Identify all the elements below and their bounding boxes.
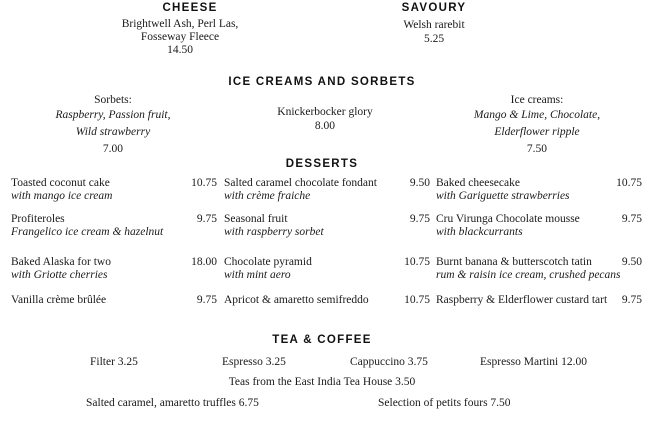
sorbets-section bbox=[55, 93, 170, 157]
dessert-description: Frangelico ice cream & hazelnut bbox=[11, 226, 164, 238]
dessert-item bbox=[11, 177, 217, 203]
dessert-name: Baked Alaska for two bbox=[11, 256, 111, 268]
ice-creams-label: Ice creams: bbox=[510, 94, 564, 106]
ice-creams-heading: ICE CREAMS AND SORBETS bbox=[228, 76, 416, 88]
dessert-price: 9.75 bbox=[409, 213, 430, 225]
dessert-item bbox=[224, 177, 430, 203]
tea-coffee-heading: TEA & COFFEE bbox=[272, 334, 372, 346]
dessert-item bbox=[436, 256, 642, 282]
knickerbocker-price: 8.00 bbox=[314, 120, 336, 132]
dessert-description: with blackcurrants bbox=[436, 226, 523, 238]
dessert-description: with Gariguette strawberries bbox=[436, 190, 570, 202]
dessert-name: Burnt banana & butterscotch tatin bbox=[436, 256, 592, 268]
dessert-item bbox=[224, 213, 430, 239]
dessert-name: Baked cheesecake bbox=[436, 177, 520, 189]
dessert-item bbox=[224, 294, 430, 307]
dessert-name: Cru Virunga Chocolate mousse bbox=[436, 213, 580, 225]
tea-espresso: Espresso 3.25 bbox=[222, 356, 286, 368]
dessert-description: with mango ice cream bbox=[11, 190, 113, 202]
dessert-item bbox=[224, 256, 430, 282]
ice-creams-price: 7.50 bbox=[526, 143, 548, 155]
dessert-price: 10.75 bbox=[404, 294, 430, 306]
tea-truffles: Salted caramel, amaretto truffles 6.75 bbox=[86, 397, 259, 409]
cheese-section bbox=[122, 18, 239, 57]
dessert-name: Seasonal fruit bbox=[224, 213, 288, 225]
dessert-name: Raspberry & Elderflower custard tart bbox=[436, 294, 608, 306]
sorbets-label: Sorbets: bbox=[94, 94, 132, 106]
dessert-description: with crème fraiche bbox=[224, 190, 311, 202]
dessert-price: 10.75 bbox=[616, 177, 642, 189]
sorbets-price: 7.00 bbox=[102, 143, 124, 155]
dessert-name: Toasted coconut cake bbox=[11, 177, 110, 189]
cheese-price: 14.50 bbox=[167, 44, 193, 56]
knickerbocker-label: Knickerbocker glory bbox=[277, 106, 373, 118]
dessert-description: rum & raisin ice cream, crushed pecans bbox=[436, 269, 621, 281]
desserts-heading: DESSERTS bbox=[285, 158, 359, 170]
tea-espresso-martini: Espresso Martini 12.00 bbox=[480, 356, 588, 368]
dessert-item bbox=[11, 256, 217, 282]
savoury-heading: SAVOURY bbox=[401, 2, 467, 14]
sorbets-line-1: Raspberry, Passion fruit, bbox=[55, 109, 171, 121]
dessert-name: Salted caramel chocolate fondant bbox=[224, 177, 377, 189]
dessert-price: 10.75 bbox=[191, 177, 217, 189]
dessert-price: 18.00 bbox=[191, 256, 217, 268]
dessert-price: 9.50 bbox=[621, 256, 642, 268]
tea-cappuccino: Cappuccino 3.75 bbox=[350, 356, 428, 368]
dessert-item bbox=[11, 294, 217, 307]
tea-petits-fours: Selection of petits fours 7.50 bbox=[378, 397, 511, 409]
cheese-line-2: Fosseway Fleece bbox=[140, 31, 220, 43]
savoury-item: Welsh rarebit bbox=[403, 19, 465, 31]
ice-creams-line-2: Elderflower ripple bbox=[494, 126, 580, 138]
knickerbocker-section bbox=[277, 105, 372, 133]
dessert-item bbox=[436, 213, 642, 239]
dessert-name: Vanilla crème brûlée bbox=[11, 294, 107, 306]
savoury-section bbox=[403, 18, 464, 46]
dessert-price: 9.75 bbox=[621, 213, 642, 225]
tea-teas: Teas from the East India Tea House 3.50 bbox=[228, 376, 416, 388]
dessert-item bbox=[11, 213, 217, 239]
dessert-description: with raspberry sorbet bbox=[224, 226, 324, 238]
dessert-description: with Griotte cherries bbox=[11, 269, 108, 281]
dessert-item bbox=[436, 177, 642, 203]
cheese-heading: CHEESE bbox=[162, 2, 218, 14]
dessert-price: 9.75 bbox=[621, 294, 642, 306]
dessert-name: Profiteroles bbox=[11, 213, 65, 225]
dessert-description: with mint aero bbox=[224, 269, 291, 281]
dessert-price: 9.75 bbox=[196, 213, 217, 225]
dessert-price: 10.75 bbox=[404, 256, 430, 268]
dessert-price: 9.50 bbox=[409, 177, 430, 189]
ice-creams-section bbox=[474, 93, 600, 157]
sorbets-line-2: Wild strawberry bbox=[75, 126, 151, 138]
dessert-price: 9.75 bbox=[196, 294, 217, 306]
ice-creams-line-1: Mango & Lime, Chocolate, bbox=[473, 109, 601, 121]
tea-filter: Filter 3.25 bbox=[90, 356, 138, 368]
dessert-name: Apricot & amaretto semifreddo bbox=[224, 294, 369, 306]
dessert-name: Chocolate pyramid bbox=[224, 256, 312, 268]
cheese-line-1: Brightwell Ash, Perl Las, bbox=[121, 18, 239, 30]
savoury-price: 5.25 bbox=[423, 33, 445, 45]
dessert-item bbox=[436, 294, 642, 307]
